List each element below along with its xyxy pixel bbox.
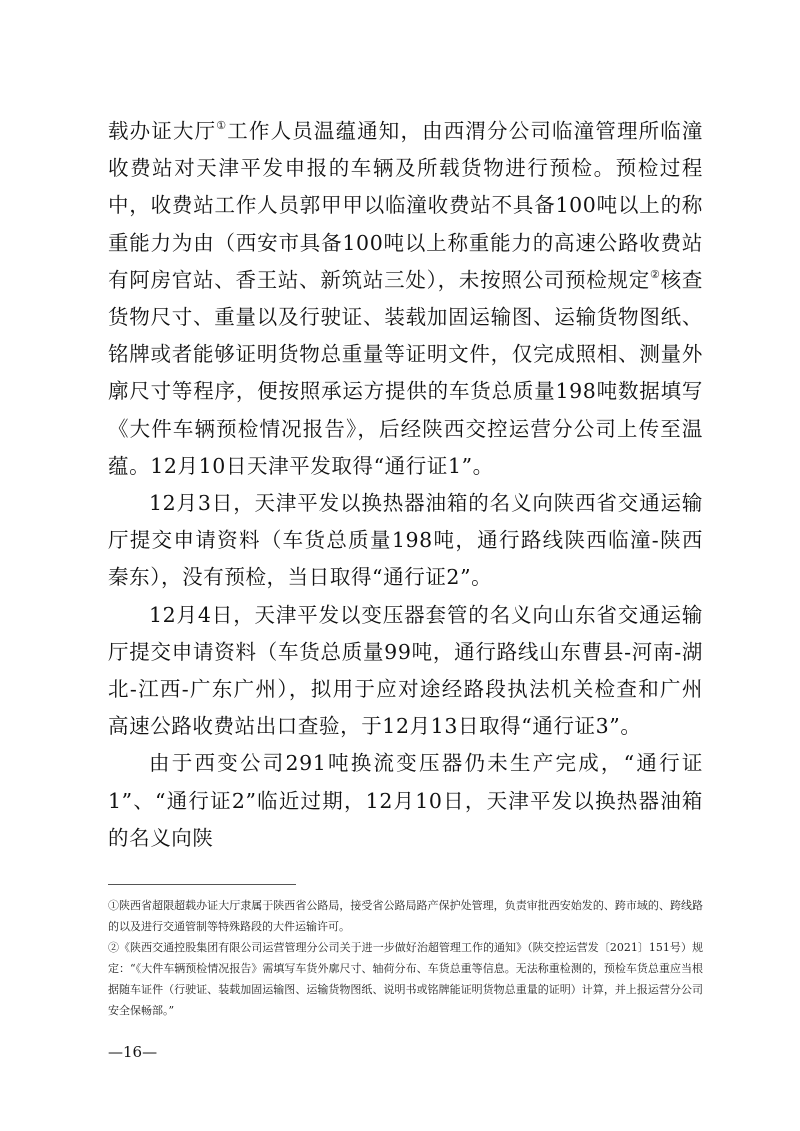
paragraph-4 xyxy=(108,745,703,857)
page-number: —16— xyxy=(108,1043,158,1061)
text-segment: 12月4日，天津平发以变压器套管的名义向山东省交通运输厅提交申请资料（车货总质量99吨，通行路线山东曹县-河南-湖北-江西-广东广州），拟用于应对途经路段执法机关检查和广州高速公路收费站出口查验，于12月13日取得“通行证3”。 xyxy=(108,602,703,739)
footnote-ref-1[interactable]: ① xyxy=(216,119,228,132)
text-segment: 工作人员温蕴通知，由西渭分公司临潼管理所临潼收费站对天津平发申报的车辆及所载货物进行预检。预检过程中，收费站工作人员郭甲甲以临潼收费站不具备100吨以上的称重能力为由（西安市具备100吨以上称重能力的高速公路收费站有阿房官站、香王站、新筑站三处），未按照公司预检规定 xyxy=(108,119,703,292)
body-text xyxy=(108,113,703,857)
text-segment: 核查货物尺寸、重量以及行驶证、装载加固运输图、运输货物图纸、铭牌或者能够证明货物总重量等证明文件，仅完成照相、测量外廓尺寸等程序，便按照承运方提供的车货总质量198吨数据填写《大件车辆预检情况报告》，后经陕西交控运营分公司上传至温蕴。12月10日天津平发取得“通行证1”。 xyxy=(108,267,703,478)
paragraph-3 xyxy=(108,597,703,746)
paragraph-1 xyxy=(108,113,703,485)
paragraph-2 xyxy=(108,485,703,597)
footnote-1: ①陕西省超限超载办证大厅隶属于陕西省公路局，接受省公路局路产保护处管理，负责审批西安始发的、跨市域的、跨线路的以及进行交通管制等特殊路段的大件运输许可。 xyxy=(108,899,703,933)
footnote-ref-2[interactable]: ② xyxy=(650,267,661,281)
text-segment: 载办证大厅 xyxy=(108,119,217,143)
footnote-2: ②《陕西交通控股集团有限公司运营管理分公司关于进一步做好治超管理工作的通知》（陕交控运营发〔2021〕151号）规定：“《大件车辆预检情况报告》需填写车货外廓尺寸、轴荷分布、车货总重等信息。无法称重检测的，预检车货总重应当根据随车证件（行驶证、装载加固运输图、运输货物图纸、说明书或铭牌能证明货物总重量的证明）计算，并上报运营分公司安全保畅部。” xyxy=(108,941,703,1017)
text-segment: 由于西变公司291吨换流变压器仍未生产完成，“通行证1”、“通行证2”临近过期，12月10日，天津平发以换热器油箱的名义向陕 xyxy=(108,751,703,850)
footnotes xyxy=(108,895,703,1021)
footnote-divider xyxy=(108,884,296,885)
text-segment: 12月3日，天津平发以换热器油箱的名义向陕西省交通运输厅提交申请资料（车货总质量198吨，通行路线陕西临潼-陕西秦东），没有预检，当日取得“通行证2”。 xyxy=(108,491,703,590)
